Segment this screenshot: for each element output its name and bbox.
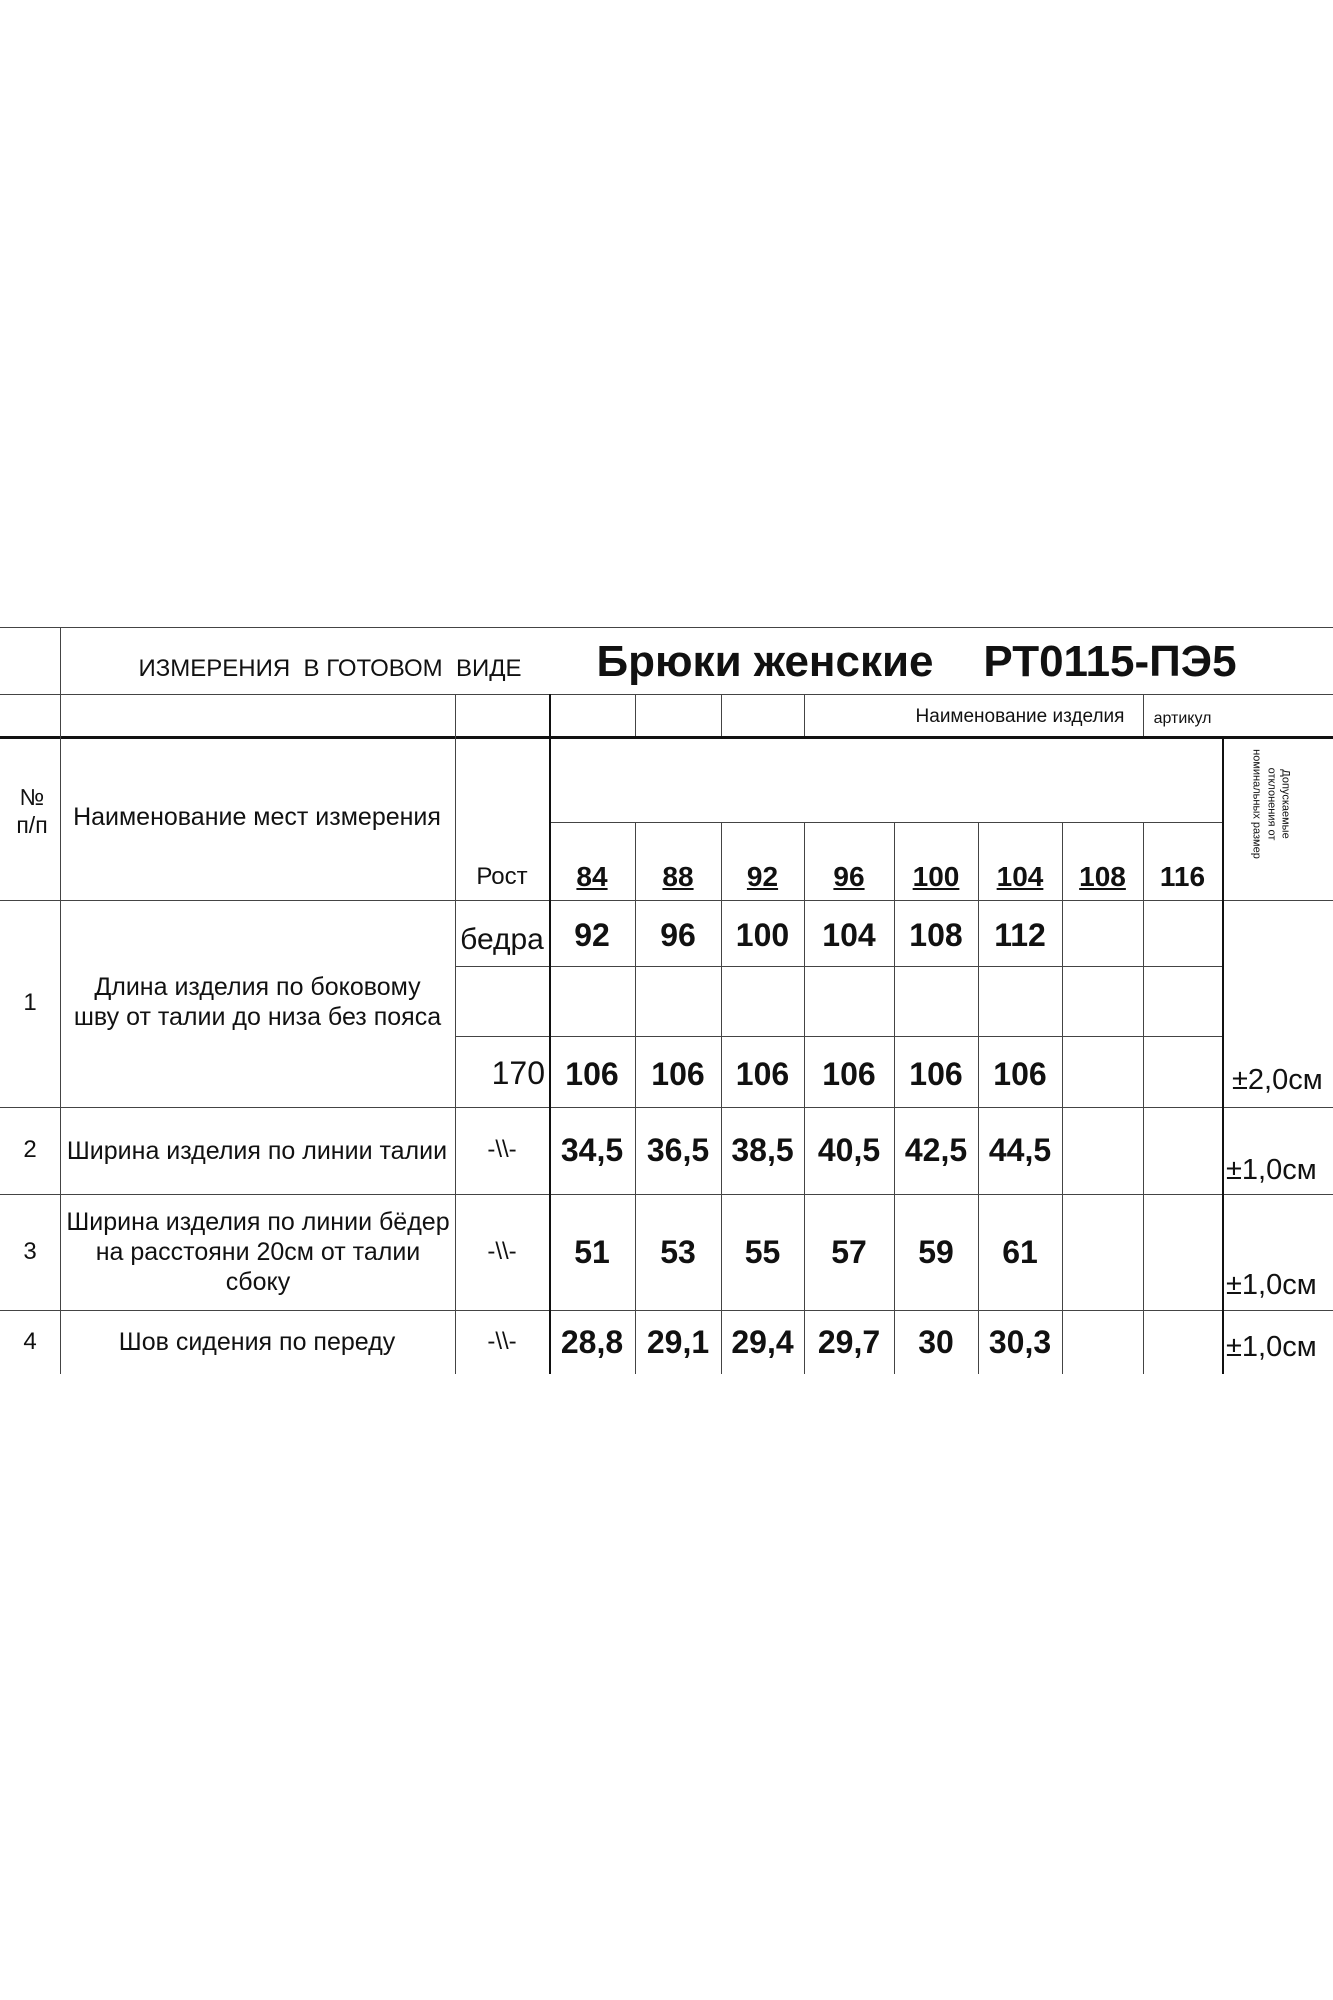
tolerance-value: ±1,0см [1226, 1268, 1317, 1301]
tolerance-header-text: Допускаемые отклонения от номинальных размер [1250, 749, 1292, 859]
seat-seam-value: 30 [918, 1323, 954, 1360]
waist-width-value: 40,5 [817, 1132, 881, 1169]
measurement-name: Шов сидения по переду [118, 1328, 396, 1356]
tolerance-value: ±1,0см [1226, 1153, 1317, 1186]
length-value: 106 [909, 1055, 963, 1092]
ditto-mark: -\\- [487, 1327, 517, 1355]
seat-seam-value: 29,7 [817, 1323, 881, 1360]
hip-value: 112 [994, 916, 1046, 953]
measurement-name: Длина изделия по боковому шву от талии до низа без пояса [73, 973, 442, 1031]
article-number: РТ0115-ПЭ5 [983, 636, 1237, 686]
seat-seam-value: 28,8 [560, 1323, 624, 1360]
size-header: 100 [912, 861, 960, 893]
product-name-label: Наименование изделия [915, 705, 1125, 727]
hip-width-value: 55 [744, 1233, 781, 1270]
tolerance-value: ±2,0см [1232, 1063, 1323, 1096]
row-number: 4 [23, 1327, 37, 1355]
row-number: 1 [23, 989, 37, 1017]
size-header: 88 [662, 861, 694, 893]
waist-width-value: 36,5 [646, 1132, 710, 1169]
row-number: 3 [23, 1237, 37, 1265]
waist-width-value: 34,5 [560, 1132, 624, 1169]
waist-width-value: 44,5 [988, 1132, 1052, 1169]
length-value: 106 [565, 1055, 619, 1092]
length-value: 106 [822, 1055, 876, 1092]
grid-line [721, 694, 722, 736]
tolerance-header [1226, 740, 1316, 868]
hip-width-value: 53 [660, 1233, 696, 1270]
grid-line [455, 966, 1222, 967]
row-number-header: № п/п [16, 784, 48, 838]
length-value: 106 [993, 1055, 1047, 1092]
grid-line [1062, 822, 1063, 1374]
grid-line [0, 694, 1333, 695]
hip-width-value: 57 [831, 1233, 867, 1270]
grid-line [0, 900, 1333, 901]
size-header: 84 [576, 861, 608, 893]
grid-line [60, 627, 61, 1374]
waist-width-value: 42,5 [904, 1132, 968, 1169]
waist-width-value: 38,5 [731, 1132, 794, 1169]
hip-width-value: 59 [918, 1233, 954, 1270]
hip-width-value: 51 [574, 1233, 610, 1270]
measurement-name: Ширина изделия по линии бёдер на расстояни 20см от талии сбоку [66, 1208, 450, 1296]
measurement-name-header: Наименование мест измерения [73, 803, 441, 831]
seat-seam-value: 30,3 [988, 1323, 1052, 1360]
grid-line [0, 736, 1333, 739]
size-header: 104 [996, 861, 1044, 893]
seat-seam-value: 29,4 [731, 1323, 794, 1360]
hip-value: 104 [822, 916, 876, 953]
grid-line [0, 627, 1333, 628]
hip-value: 108 [909, 916, 963, 953]
measurement-table [0, 627, 1333, 1374]
length-value: 106 [651, 1055, 705, 1092]
sheet-caption: ИЗМЕРЕНИЯ В ГОТОВОМ ВИДЕ [138, 654, 522, 682]
hip-value: 100 [735, 916, 790, 953]
grid-line [635, 694, 636, 736]
size-header: 96 [833, 861, 865, 893]
size-header: 92 [746, 861, 779, 893]
size-header: 108 [1079, 861, 1126, 893]
hip-width-value: 61 [1002, 1233, 1038, 1270]
size-header: 116 [1159, 861, 1206, 893]
grid-line [1143, 822, 1144, 1374]
height-value: 170 [491, 1054, 545, 1091]
height-header: Рост [476, 862, 528, 890]
tolerance-value: ±1,0см [1226, 1330, 1317, 1363]
ditto-mark: -\\- [487, 1136, 517, 1164]
seat-seam-value: 29,1 [646, 1323, 710, 1360]
ditto-mark: -\\- [487, 1237, 517, 1265]
length-value: 106 [735, 1055, 790, 1092]
hip-value: 92 [574, 916, 610, 953]
measurement-name: Ширина изделия по линии талии [66, 1136, 448, 1165]
hip-value: 96 [660, 916, 696, 953]
grid-line [549, 822, 1222, 823]
article-label: артикул [1153, 710, 1212, 728]
hip-label: бедра [460, 923, 544, 956]
grid-line [804, 694, 805, 736]
grid-line [455, 1036, 1222, 1037]
product-title: Брюки женские [596, 636, 934, 686]
row-number: 2 [23, 1136, 37, 1164]
